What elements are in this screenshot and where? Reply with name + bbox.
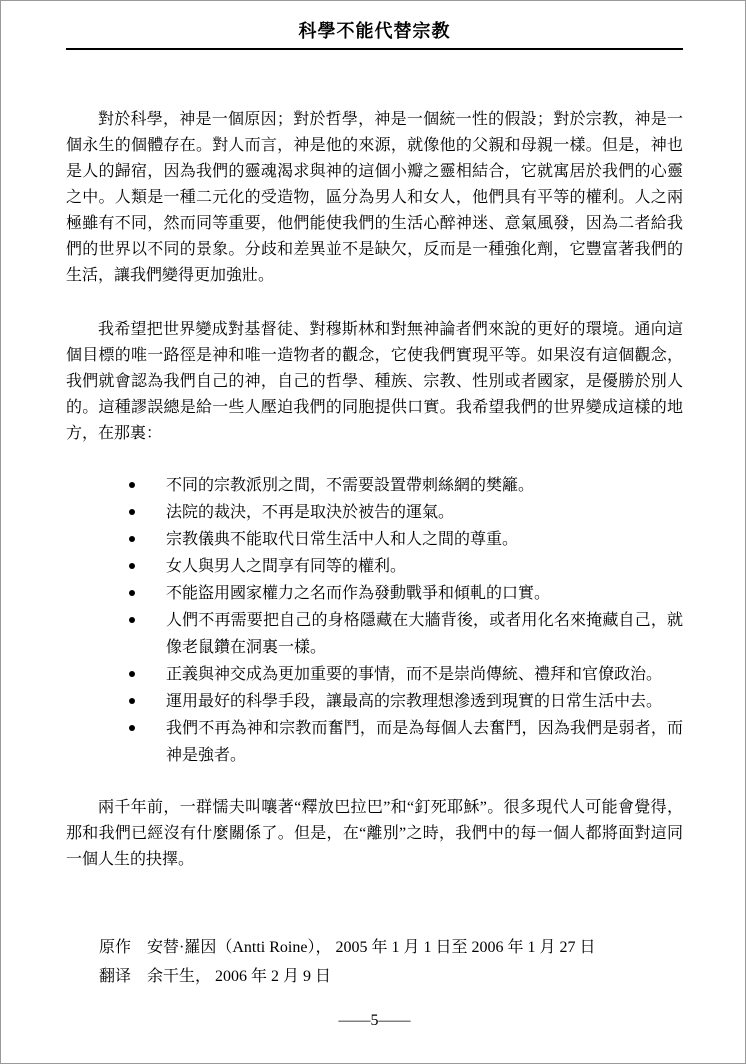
paragraph-intro: 對於科學，神是一個原因；對於哲學，神是一個統一性的假設；對於宗教，神是一個永生的個體存在。對人而言，神是他的來源，就像他的父親和母親一樣。但是，神也是人的歸宿，因為我們的靈魂渴求與神的這個小瓣之靈相結合，它就寓居於我們的心靈之中。人類是一種二元化的受造物，區分為男人和女人，他們具有平等的權利。人之兩極雖有不同，然而同等重要，他們能使我們的生活心醉神迷、意氣風發，因為二者給我們的世界以不同的景象。分歧和差異並不是缺欠，反而是一種強化劑，它豐富著我們的生活，讓我們變得更加強壯。 (66, 111, 683, 284)
page-number: ——5—— (338, 1012, 411, 1029)
paragraph-conclusion: 兩千年前，一群懦夫叫嚷著“釋放巴拉巴”和“釘死耶穌”。很多現代人可能會覺得，那和我們已經沒有什麼關係了。但是，在“離別”之時，我們中的每一個人都將面對這同一個人生的抉擇。 (66, 799, 683, 868)
list-item: 女人與男人之間享有同等的權利。 (166, 553, 683, 580)
list-item: 我們不再為神和宗教而奮鬥，而是為每個人去奮鬥，因為我們是弱者，而神是強者。 (166, 715, 683, 769)
title-divider (66, 48, 683, 50)
list-item: 法院的裁決，不再是取決於被告的運氣。 (166, 499, 683, 526)
wish-list (66, 472, 683, 769)
list-item: 不同的宗教派別之間，不需要設置帶刺絲網的樊籬。 (166, 472, 683, 499)
author-credit-line: 原作 安替·羅因（Antti Roine）， 2005 年 1 月 1 日至 2006 年 1 月 27 日 (99, 939, 596, 956)
list-item: 運用最好的科學手段，讓最高的宗教理想滲透到現實的日常生活中去。 (166, 688, 683, 715)
list-item: 正義與神交成為更加重要的事情，而不是崇尚傳統、禮拜和官僚政治。 (166, 661, 683, 688)
list-item: 宗教儀典不能取代日常生活中人和人之間的尊重。 (166, 526, 683, 553)
translator-credit-line: 翻译 余干生， 2006 年 2 月 9 日 (99, 968, 332, 985)
paragraph-wish: 我希望把世界變成對基督徒、對穆斯林和對無神論者們來說的更好的環境。通向這個目標的唯一路徑是神和唯一造物者的觀念，它使我們實現平等。如果沒有這個觀念，我們就會認為我們自己的神，自己的哲學、種族、宗教、性別或者國家，是優勝於別人的。這種謬誤總是給一些人壓迫我們的同胞提供口實。我希望我們的世界變成這樣的地方，在那裏： (66, 321, 683, 442)
list-item: 不能盜用國家權力之名而作為發動戰爭和傾軋的口實。 (166, 580, 683, 607)
footer-credits (66, 933, 683, 991)
document-title: 科學不能代替宗教 (298, 21, 451, 41)
list-item: 人們不再需要把自己的身格隱藏在大牆背後，或者用化名來掩藏自己，就像老鼠鑽在洞裏一樣。 (166, 607, 683, 661)
